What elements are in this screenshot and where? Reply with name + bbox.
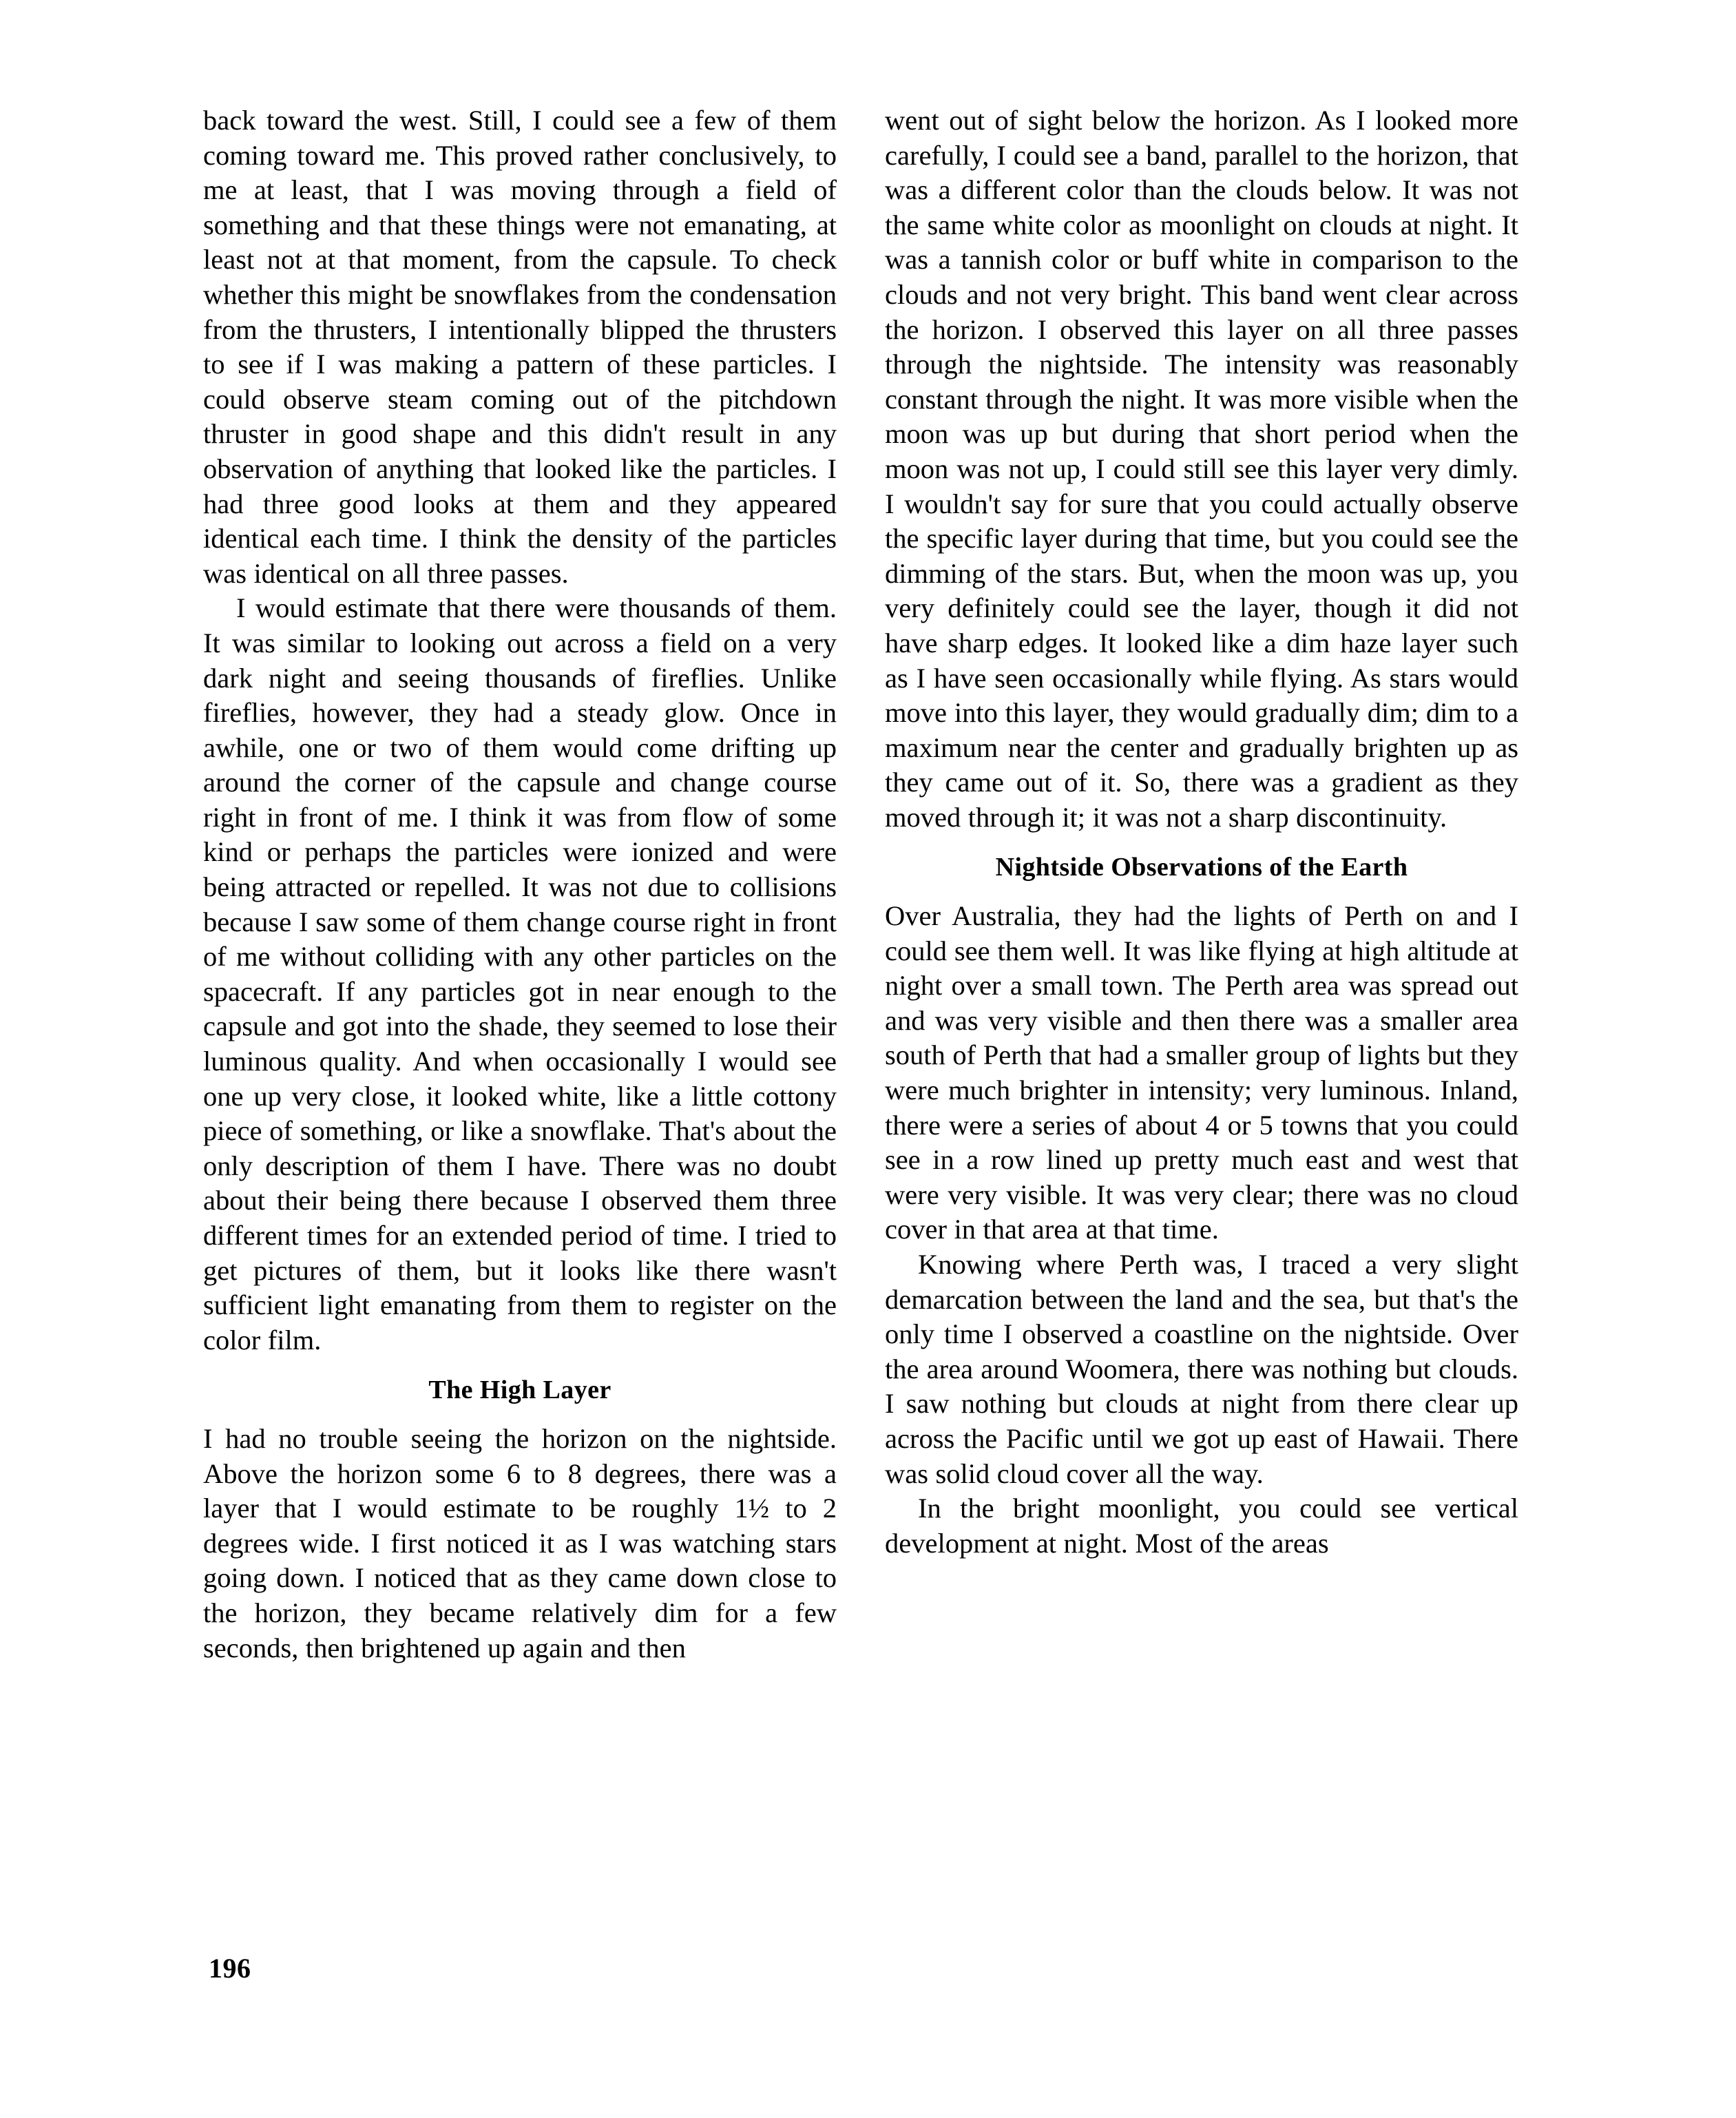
- paragraph: Over Australia, they had the lights of Perth on and I could see them well. It was like flying at high altitude at night over a small town. The Perth area was spread out and was very visible and then there was a smaller area south of Perth that had a smaller group of lights but they were much brighter in intensity; very luminous. Inland, there were a series of about 4 or 5 towns that you could see in a row lined up pretty much east and west that were very visible. It was very clear; there was no cloud cover in that area at that time.: [885, 900, 1518, 1245]
- heading-spacer: [203, 1408, 837, 1422]
- paragraph: Knowing where Perth was, I traced a very slight demarcation between the land and the sea, but that's the only time I observed a coastline on the nightside. Over the area around Woomera, there was nothing but clouds. I saw nothing but clouds at night from there clear up across the Pacific until we got up east of Hawaii. There was solid cloud cover all the way.: [885, 1249, 1518, 1489]
- paragraph: back toward the west. Still, I could see a few of them coming toward me. This proved rather conclusively, to me at least, that I was moving through a field of something and that these things were not emanating, at least not at that moment, from the capsule. To check whether this might be snowflakes from the condensation from the thrusters, I intentionally blipped the thrusters to see if I was making a pattern of these particles. I could observe steam coming out of the pitchdown thruster in good shape and this didn't result in any observation of anything that looked like the particles. I had three good looks at them and they appeared identical each time. I think the density of the particles was identical on all three passes.: [203, 105, 837, 589]
- page-number: 196: [209, 1953, 251, 1984]
- paragraph: went out of sight below the horizon. As I looked more carefully, I could see a band, parallel to the horizon, that was a different color than the clouds below. It was not the same white color as moonlight on clouds at night. It was a tannish color or buff white in comparison to the clouds and not very bright. This band went clear across the horizon. I observed this layer on all three passes through the nightside. The intensity was reasonably constant through the night. It was more visible when the moon was up but during that short period when the moon was not up, I could still see this layer very dimly. I wouldn't say for sure that you could actually observe the specific layer during that time, but you could see the dimming of the stars. But, when the moon was up, you very definitely could see the layer, though it did not have sharp edges. It looked like a dim haze layer such as I have seen occasionally while flying. As stars would move into this layer, they would gradually dim; dim to a maximum near the center and gradually brighten up as they came out of it. So, there was a gradient as they moved through it; it was not a sharp discontinuity.: [885, 105, 1518, 833]
- section-heading-nightside-observations: Nightside Observations of the Earth: [995, 853, 1408, 882]
- section-heading-the-high-layer: The High Layer: [428, 1375, 611, 1405]
- left-column: [203, 103, 837, 1665]
- paragraph: I would estimate that there were thousands of them. It was similar to looking out across a field on a very dark night and seeing thousands of fireflies. Unlike fireflies, however, they had a steady glow. Once in awhile, one or two of them would come drifting up around the corner of the capsule and change course right in front of me. I think it was from flow of some kind or perhaps the particles were ionized and were being attracted or repelled. It was not due to collisions because I saw some of them change course right in front of me without colliding with any other particles on the spacecraft. If any particles got in near enough to the capsule and got into the shade, they seemed to lose their luminous quality. And when occasionally I would see one up very close, it looked white, like a little cottony piece of something, or like a snowflake. That's about the only description of them I have. There was no doubt about their being there because I observed them three different times for an extended period of time. I tried to get pictures of them, but it looks like there wasn't sufficient light emanating from them to register on the color film.: [203, 592, 837, 1356]
- paragraph: I had no trouble seeing the horizon on the nightside. Above the horizon some 6 to 8 degrees, there was a layer that I would estimate to be roughly 1½ to 2 degrees wide. I first noticed it as I was watching stars going down. I noticed that as they came down close to the horizon, they became relatively dim for a few seconds, then brightened up again and then: [203, 1422, 837, 1663]
- paragraph: In the bright moonlight, you could see vertical development at night. Most of the areas: [885, 1493, 1518, 1559]
- heading-spacer: [885, 835, 1518, 850]
- heading-spacer: [203, 1358, 837, 1373]
- heading-spacer: [885, 885, 1518, 899]
- right-column: [885, 103, 1518, 1561]
